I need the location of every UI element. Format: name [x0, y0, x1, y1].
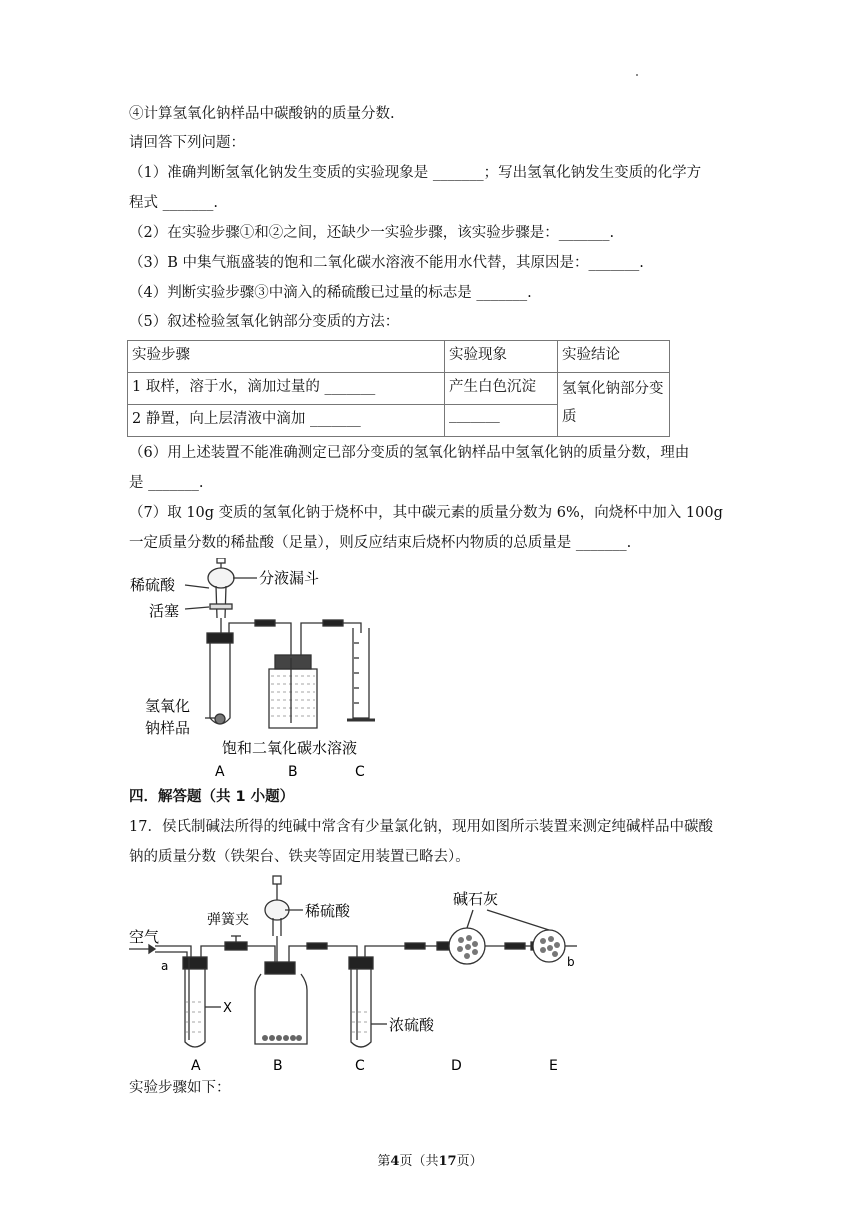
question-6-line2: 是 _______. [129, 475, 204, 491]
scan-dot [636, 74, 638, 76]
apparatus-figure-2 [125, 872, 595, 1074]
table-cell-phenomenon: 产生白色沉淀 [445, 373, 558, 405]
question-7-line1: （7）取 10g 变质的氢氧化钠于烧杯中，其中碳元素的质量分数为 6%，向烧杯中加入 100g [129, 505, 723, 521]
question-3: （3）B 中集气瓶盛装的饱和二氧化碳水溶液不能用水代替，其原因是：_______. [129, 255, 644, 271]
figure2-conc-acid-label: 浓硫酸 [389, 1016, 435, 1034]
prompt-text: 请回答下列问题： [129, 135, 245, 151]
experiment-table [127, 340, 670, 437]
figure1-solution-label: 饱和二氧化碳水溶液 [222, 739, 358, 757]
figure2-soda-lime-label: 碱石灰 [453, 890, 499, 908]
question-5: （5）叙述检验氢氧化钠部分变质的方法： [129, 314, 400, 330]
apparatus-figure-1 [125, 558, 385, 783]
figure1-funnel-label: 分液漏斗 [259, 569, 320, 587]
question-7-line2: 一定质量分数的稀盐酸（足量），则反应结束后烧杯内物质的总质量是 _______. [129, 535, 632, 551]
figure1-stopcock-label: 活塞 [149, 602, 180, 620]
figure2-label-b: B [273, 1058, 283, 1074]
table-cell-conclusion: 氢氧化钠部分变质 [558, 373, 670, 437]
figure2-port-b-label: b [567, 955, 575, 969]
figure2-air-label: 空气 [129, 928, 160, 946]
figure1-acid-label: 稀硫酸 [130, 576, 176, 594]
footer-suffix: 页） [456, 1154, 483, 1169]
footer-prefix: 第 [377, 1154, 391, 1169]
table-header-conclusion: 实验结论 [558, 341, 670, 373]
section-4-title: 四．解答题（共 1 小题） [129, 789, 295, 805]
table-cell-step: 1 取样，溶于水，滴加过量的 _______ [128, 373, 445, 405]
table-cell-phenomenon: _______ [445, 405, 558, 437]
question-4: （4）判断实验步骤③中滴入的稀硫酸已过量的标志是 _______. [129, 285, 532, 301]
figure2-clamp-label: 弹簧夹 [207, 912, 249, 928]
table-cell-step: 2 静置，向上层清液中滴加 _______ [128, 405, 445, 437]
question-17-line1: 17．侯氏制碱法所得的纯碱中常含有少量氯化钠，现用如图所示装置来测定纯碱样品中碳酸 [129, 819, 713, 835]
figure1-sample-label-2: 钠样品 [145, 719, 191, 737]
footer-total-pages: 17 [438, 1154, 457, 1169]
figure2-label-d: D [451, 1058, 462, 1074]
question-2: （2）在实验步骤①和②之间，还缺少一实验步骤，该实验步骤是：_______. [129, 225, 615, 241]
step-4-text: ④计算氢氧化钠样品中碳酸钠的质量分数. [129, 106, 395, 122]
figure2-port-a-label: a [161, 959, 169, 973]
figure2-label-a: A [191, 1058, 201, 1074]
footer-page-number: 4 [390, 1154, 400, 1169]
figure2-label-e: E [549, 1058, 558, 1074]
table-header-phenomenon: 实验现象 [445, 341, 558, 373]
question-1-line1: （1）准确判断氢氧化钠发生变质的实验现象是 _______；写出氢氧化钠发生变质的化学方 [129, 165, 702, 181]
figure1-label-a: A [215, 764, 225, 780]
page-footer [0, 1150, 860, 1169]
table-header-step: 实验步骤 [128, 341, 445, 373]
figure2-x-label: X [223, 1001, 232, 1016]
question-1-line2: 程式 _______. [129, 195, 218, 211]
figure1-label-c: C [355, 764, 365, 780]
question-17-line2: 钠的质量分数（铁架台、铁夹等固定用装置已略去）。 [129, 849, 470, 865]
table-row [128, 373, 670, 405]
figure2-label-c: C [355, 1058, 365, 1074]
footer-mid: 页（共 [399, 1154, 439, 1169]
question-6-line1: （6）用上述装置不能准确测定已部分变质的氢氧化钠样品中氢氧化钠的质量分数，理由 [129, 445, 690, 461]
table-header-row [128, 341, 670, 373]
figure1-label-b: B [288, 764, 298, 780]
steps-intro: 实验步骤如下： [129, 1080, 231, 1096]
figure1-sample-label-1: 氢氧化 [145, 697, 191, 715]
figure2-acid-label: 稀硫酸 [305, 902, 351, 920]
